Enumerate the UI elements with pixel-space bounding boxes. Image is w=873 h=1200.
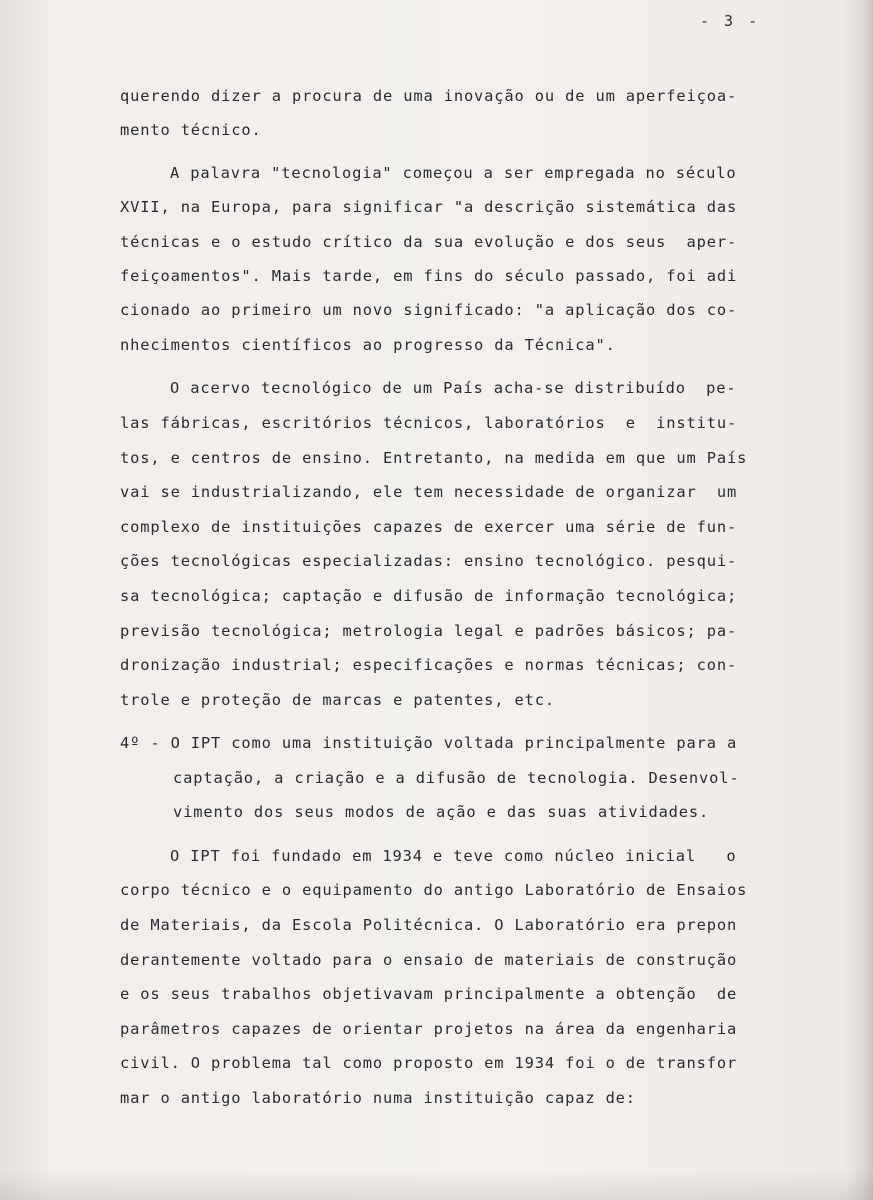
- section-heading-line: 4º - O IPT como uma instituição voltada principalmente para a: [120, 734, 738, 752]
- text-line: A palavra "tecnologia" começou a ser empregada no século: [170, 164, 737, 182]
- text-line: feiçoamentos". Mais tarde, em fins do século passado, foi adi: [120, 267, 738, 285]
- text-line: parâmetros capazes de orientar projetos na área da engenharia: [120, 1020, 738, 1038]
- text-line: complexo de instituições capazes de exercer uma série de fun-: [120, 518, 738, 536]
- text-line: previsão tecnológica; metrologia legal e padrões básicos; pa-: [120, 622, 738, 640]
- text-line: civil. O problema tal como proposto em 1934 foi o de transfor: [120, 1054, 738, 1072]
- text-line: cionado ao primeiro um novo significado: "a aplicação dos co-: [120, 301, 738, 319]
- text-line: dronização industrial; especificações e normas técnicas; con-: [120, 656, 738, 674]
- text-line: las fábricas, escritórios técnicos, laboratórios e institu-: [120, 414, 738, 432]
- text-line: técnicas e o estudo crítico da sua evolução e dos seus aper-: [120, 233, 738, 251]
- text-line: corpo técnico e o equipamento do antigo Laboratório de Ensaios: [120, 881, 748, 899]
- text-line: trole e proteção de marcas e patentes, etc.: [120, 691, 555, 709]
- text-line: tos, e centros de ensino. Entretanto, na medida em que um País: [120, 449, 748, 467]
- text-line: querendo dizer a procura de uma inovação ou de um aperfeiçoa-: [120, 87, 738, 105]
- text-line: mento técnico.: [120, 121, 262, 139]
- page-bottom-shadow: [0, 1170, 873, 1200]
- page-edge-shadow: [845, 0, 873, 1200]
- section-heading-line: captação, a criação e a difusão de tecnologia. Desenvol-: [173, 769, 740, 787]
- text-line: mar o antigo laboratório numa instituição capaz de:: [120, 1089, 636, 1107]
- section-heading-line: vimento dos seus modos de ação e das suas atividades.: [173, 803, 710, 821]
- text-line: de Materiais, da Escola Politécnica. O Laboratório era prepon: [120, 916, 738, 934]
- text-line: derantemente voltado para o ensaio de materiais de construção: [120, 951, 738, 969]
- text-line: nhecimentos científicos ao progresso da Técnica".: [120, 336, 616, 354]
- text-line: O acervo tecnológico de um País acha-se distribuído pe-: [170, 379, 737, 397]
- text-line: vai se industrializando, ele tem necessidade de organizar um: [120, 483, 738, 501]
- text-line: sa tecnológica; captação e difusão de informação tecnológica;: [120, 587, 738, 605]
- text-line: O IPT foi fundado em 1934 e teve como núcleo inicial o: [170, 847, 737, 865]
- page-number: - 3 -: [700, 12, 761, 30]
- text-line: e os seus trabalhos objetivavam principalmente a obtenção de: [120, 985, 738, 1003]
- text-line: XVII, na Europa, para significar "a descrição sistemática das: [120, 198, 738, 216]
- text-line: ções tecnológicas especializadas: ensino tecnológico. pesqui-: [120, 552, 738, 570]
